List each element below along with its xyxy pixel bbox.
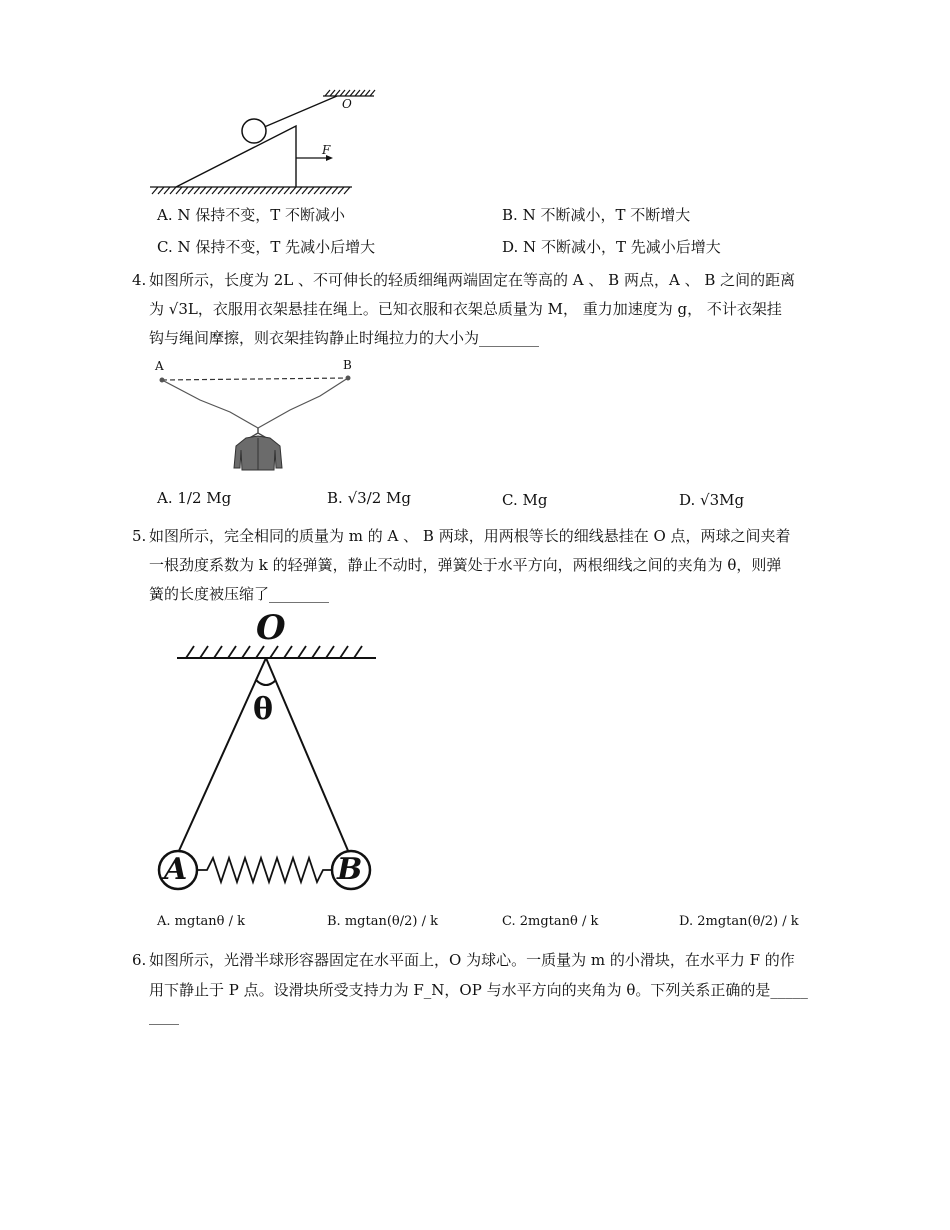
q4-label-A: A (155, 359, 164, 373)
q5-string-right (266, 658, 349, 853)
q4-option-a-text: 1/2 Mg (177, 489, 232, 507)
q4-line-3: 钩与绳间摩擦，则衣架挂钩静止时绳拉力的大小为________ (149, 329, 540, 347)
q4-number: 4. (132, 271, 147, 289)
q5-line-1: 如图所示，完全相同的质量为 m 的 A 、 B 两球，用两根等长的细线悬挂在 O 点，两球之间夹着 (149, 527, 791, 545)
q5-label-A: A (164, 852, 188, 887)
q5-string-left (178, 658, 266, 853)
q3-option-d-text: N 不断减小，T 先减小后增大 (523, 238, 721, 256)
q6-line-3: ____ (149, 1007, 179, 1025)
q6-number: 6. (132, 951, 147, 969)
q5-line-2: 一根劲度系数为 k 的轻弹簧，静止不动时，弹簧处于水平方向，两根细线之间的夹角为 θ，则弹 (149, 556, 782, 574)
q5-option-c-text: 2mgtanθ / k (519, 914, 599, 929)
q5-label-theta: θ (253, 692, 274, 727)
q3-option-a-text: N 保持不变，T 不断减小 (177, 206, 346, 224)
q4-option-c-letter: C. (502, 491, 518, 509)
q5-spring (197, 858, 332, 882)
q3-option-b-text: N 不断减小，T 不断增大 (522, 206, 691, 224)
q5-option-a-letter: A. (157, 914, 171, 929)
q4-label-B: B (343, 358, 352, 372)
q4-option-c-text: Mg (522, 491, 548, 509)
q5-number: 5. (132, 527, 147, 545)
q5-option-c-letter: C. (502, 914, 516, 929)
q4-option-a-letter: A. (157, 489, 173, 507)
q4-option-b-letter: B. (327, 489, 343, 507)
q3-option-a-letter: A. (157, 206, 173, 224)
q5-option-d-text: 2mgtan(θ/2) / k (697, 914, 799, 929)
q5-option-d-letter: D. (679, 914, 694, 929)
q4-option-d-letter: D. (679, 491, 696, 509)
q6-line-1: 如图所示，光滑半球形容器固定在水平面上，O 为球心。一质量为 m 的小滑块，在水平力 F 的作 (149, 951, 795, 969)
q3-option-b-letter: B. (502, 206, 518, 224)
q4-option-d-text: √3Mg (700, 491, 745, 509)
q5-option-b-text: mgtan(θ/2) / k (344, 914, 438, 929)
q6-line-2: 用下静止于 P 点。设滑块所受支持力为 F_N，OP 与水平方向的夹角为 θ。下列关系正确的是_____ (149, 981, 808, 999)
q5-option-b (327, 912, 438, 932)
q5-option-a-text: mgtanθ / k (174, 914, 246, 929)
q5-label-B: B (337, 852, 363, 887)
q5-option-d (679, 912, 799, 932)
q4-line-1: 如图所示，长度为 2L 、不可伸长的轻质细绳两端固定在等高的 A 、 B 两点，A 、 B 之间的距离 (149, 271, 796, 289)
q5-label-O: O (256, 608, 286, 648)
q5-option-c (502, 912, 598, 932)
q3-label-F: F (322, 143, 331, 157)
q5-option-b-letter: B. (327, 914, 341, 929)
q4-option-b-text: √3/2 Mg (347, 489, 412, 507)
q4-line-2: 为 √3L，衣服用衣架悬挂在绳上。已知衣服和衣架总质量为 M， 重力加速度为 g， 不计衣架挂 (149, 300, 782, 318)
q3-option-d-letter: D. (502, 238, 519, 256)
q5-line-3: 簧的长度被压缩了________ (149, 585, 330, 603)
q3-option-c-text: N 保持不变，T 先减小后增大 (177, 238, 376, 256)
q3-option-c-letter: C. (157, 238, 173, 256)
q5-option-a (157, 912, 245, 932)
q3-label-O: O (342, 97, 352, 111)
